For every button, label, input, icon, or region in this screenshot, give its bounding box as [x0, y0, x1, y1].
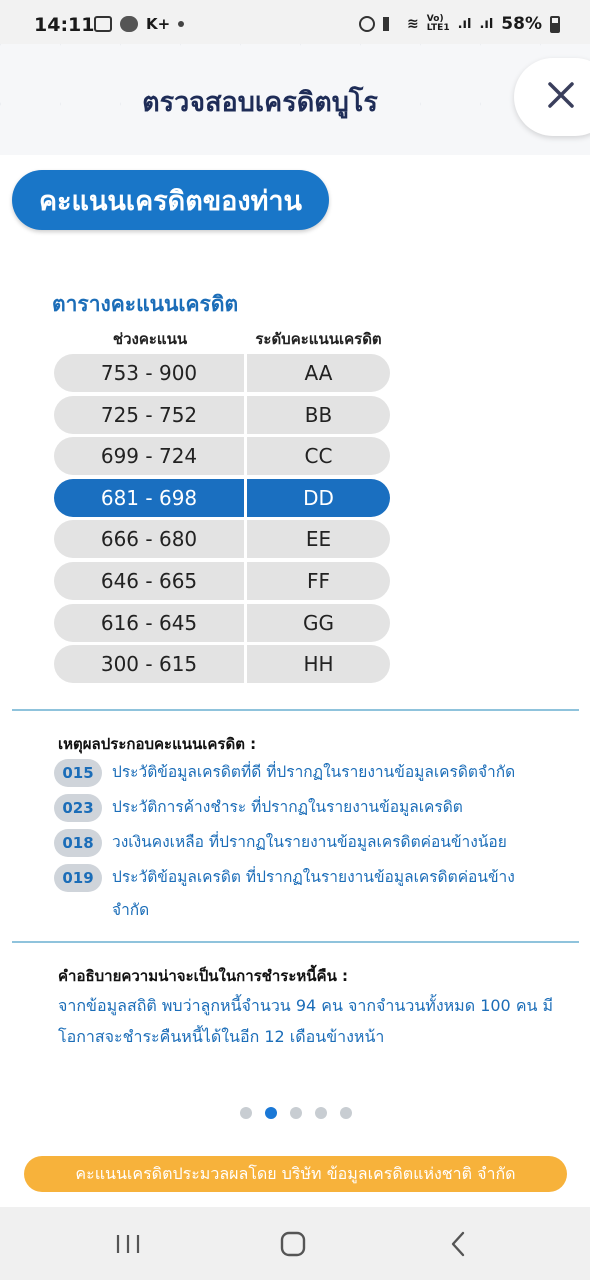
home-icon[interactable] [275, 1229, 311, 1259]
reason-text: ประวัติข้อมูลเครดิตที่ดี ที่ปรากฏในรายงานข้อมูลเครดิตจำกัด [112, 763, 516, 781]
list-item [54, 794, 574, 824]
reason-code-badge: 018 [54, 829, 102, 857]
page-dot[interactable] [240, 1107, 252, 1119]
signal-icon: .ıl [479, 16, 494, 32]
page-dot[interactable] [340, 1107, 352, 1119]
score-table [54, 354, 390, 687]
row-level: BB [304, 402, 333, 427]
list-item [54, 829, 574, 859]
explanation-title: คำอธิบายความน่าจะเป็นในการชำระหนี้คืน : [58, 967, 349, 985]
mute-icon [383, 17, 399, 31]
table-row [54, 437, 390, 475]
reason-code-badge: 023 [54, 794, 102, 822]
table-row [54, 354, 390, 392]
reason-code-badge: 015 [54, 759, 102, 787]
status-left-icons [94, 15, 184, 33]
table-row [54, 645, 390, 683]
row-range: 725 - 752 [100, 402, 198, 427]
reasons-title: เหตุผลประกอบคะแนนเครดิต : [58, 735, 257, 753]
header [0, 44, 590, 155]
row-level: CC [304, 444, 333, 469]
list-item [54, 864, 574, 927]
reason-code-badge: 019 [54, 864, 102, 892]
column-header-range: ช่วงคะแนน [112, 330, 188, 348]
recent-apps-icon[interactable] [110, 1229, 146, 1259]
row-range: 646 - 665 [100, 568, 198, 593]
table-row [54, 520, 390, 558]
volte-icon: Vo) LTE1 [426, 14, 450, 33]
row-range: 699 - 724 [100, 444, 198, 469]
row-level: GG [303, 610, 334, 635]
list-item [54, 759, 574, 789]
reason-text: ประวัติการค้างชำระ ที่ปรากฏในรายงานข้อมูลเครดิต [112, 798, 463, 816]
row-level: FF [306, 568, 330, 593]
k-plus-icon: K+ [146, 15, 171, 33]
close-icon [546, 80, 576, 110]
table-row [54, 604, 390, 642]
row-level: AA [304, 361, 333, 385]
wifi-icon: ≋ [407, 16, 419, 32]
row-range: 300 - 615 [100, 652, 198, 677]
page-title: ตรวจสอบเครดิตบูโร [142, 87, 378, 118]
close-button[interactable] [514, 58, 590, 136]
reason-text: วงเงินคงเหลือ ที่ปรากฏในรายงานข้อมูลเครดิตค่อนข้างน้อย [112, 833, 507, 851]
column-header-level: ระดับคะแนนเครดิต [255, 330, 382, 348]
row-range: 616 - 645 [100, 610, 198, 635]
row-range: 681 - 698 [100, 485, 198, 510]
alarm-icon [359, 16, 375, 32]
status-right [359, 14, 560, 34]
score-table-title: ตารางคะแนนเครดิต [52, 292, 239, 316]
row-level: DD [303, 485, 334, 510]
battery-icon [550, 16, 560, 33]
explanation-text: จากข้อมูลสถิติ พบว่าลูกหนี้จำนวน 94 คน จากจำนวนทั้งหมด 100 คน มีโอกาสจะชำระคืนหนี้ได้ในอีก 12 เดือนข้างหน้า [58, 996, 554, 1046]
page-dot[interactable] [290, 1107, 302, 1119]
notification-dot-icon [178, 21, 184, 27]
footer-provider-note: คะแนนเครดิตประมวลผลโดย บริษัท ข้อมูลเครดิตแห่งชาติ จำกัด [24, 1156, 567, 1192]
row-level: HH [303, 652, 334, 677]
reasons-list [54, 759, 574, 932]
status-time: 14:11 [34, 14, 95, 36]
divider [12, 941, 579, 943]
page-dot[interactable] [315, 1107, 327, 1119]
signal-icon: .ıl [457, 16, 472, 32]
table-row-active [54, 479, 390, 517]
row-level: EE [305, 527, 332, 552]
page-dot-active[interactable] [265, 1107, 277, 1119]
battery-percent: 58% [501, 14, 542, 34]
pagination-dots [240, 1107, 352, 1119]
table-row [54, 562, 390, 600]
system-nav-bar [0, 1207, 590, 1280]
row-range: 666 - 680 [100, 527, 198, 552]
line-app-icon [120, 16, 138, 32]
image-icon [94, 16, 112, 32]
row-range: 753 - 900 [100, 361, 198, 385]
reason-text: ประวัติข้อมูลเครดิต ที่ปรากฏในรายงานข้อมูลเครดิตค่อนข้างจำกัด [112, 868, 515, 919]
table-row [54, 396, 390, 434]
divider [12, 709, 579, 711]
back-icon[interactable] [441, 1229, 477, 1259]
your-credit-score-button[interactable]: คะแนนเครดิตของท่าน [12, 170, 329, 230]
status-bar [0, 0, 590, 44]
